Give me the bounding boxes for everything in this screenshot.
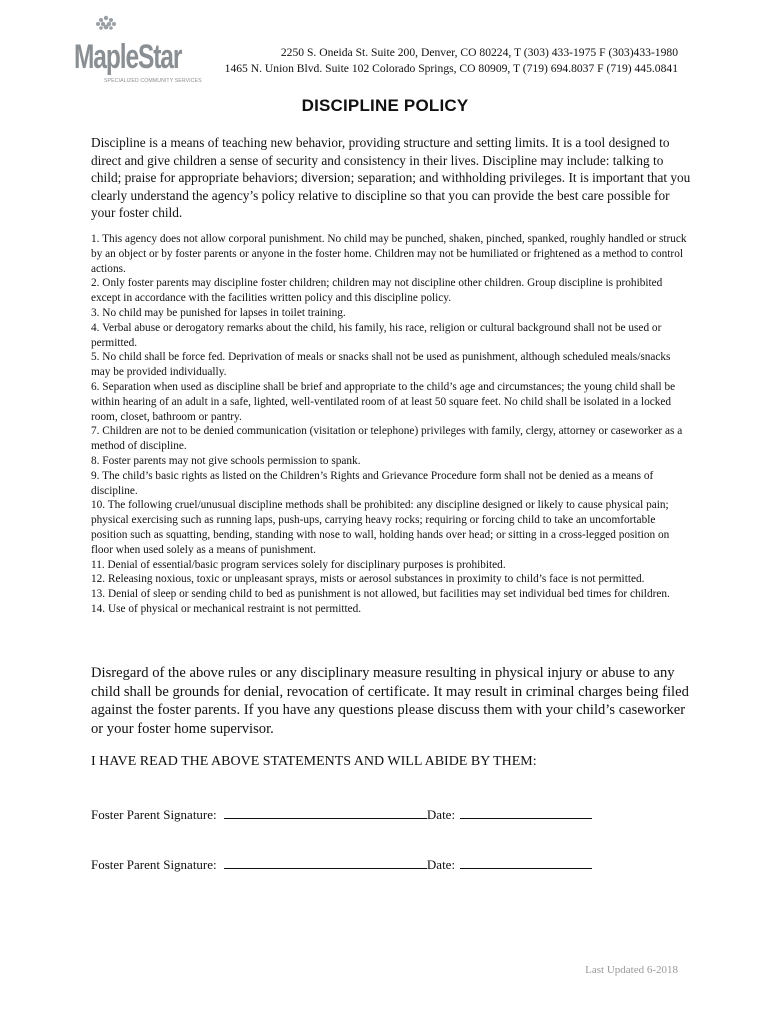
rule-item: 7. Children are not to be denied communication (visitation or telephone) privileges with family, clergy, attorney or caseworker as a method of discipline.: [91, 425, 683, 453]
rule-item: 1. This agency does not allow corporal punishment. No child may be punched, shaken, pinched, spanked, roughly handled or struck by an object or by foster parents or anyone in the foster home. Children may not be humiliated or frightened as a method to control actions.: [91, 233, 687, 275]
rule-item: 14. Use of physical or mechanical restraint is not permitted.: [91, 602, 362, 615]
signature-field[interactable]: [224, 856, 427, 869]
rule-item: 5. No child shall be force fed. Deprivation of meals or snacks shall not be used as punishment, although scheduled meals/snacks may be provided individually.: [91, 351, 671, 379]
rule-item: 10. The following cruel/unusual discipline methods shall be prohibited: any discipline designed or likely to cause physical pain; physical exercising such as running laps, push-ups, carrying heavy rocks; requiring or forcing child to take an uncomfortable position such as squatting, bending, standing with nose to wall, holding hands over head; or sitting in a cross-legged position on floor when used solely as a means of punishment.: [91, 499, 670, 556]
address-line-denver: 2250 S. Oneida St. Suite 200, Denver, CO 80224, T (303) 433-1975 F (303)433-1980: [280, 46, 678, 59]
signature-label: Foster Parent Signature:: [91, 807, 217, 822]
date-label: Date:: [426, 807, 456, 822]
acknowledgement-statement: I HAVE READ THE ABOVE STATEMENTS AND WILL ABIDE BY THEM:: [91, 754, 537, 769]
page-title: DISCIPLINE POLICY: [301, 96, 469, 115]
rule-item: 12. Releasing noxious, toxic or unpleasant sprays, mists or aerosol substances in proximity to child’s face is not permitted.: [91, 573, 645, 586]
signature-row-1: [91, 806, 592, 823]
signature-label: Foster Parent Signature:: [91, 857, 217, 872]
logo-wordmark: MapleStar: [74, 38, 182, 76]
rule-item: 4. Verbal abuse or derogatory remarks about the child, his family, his race, religion or cultural background shall not be used or permitted.: [91, 321, 662, 349]
rule-item: 3. No child may be punished for lapses in toilet training.: [91, 306, 346, 319]
intro-paragraph: Discipline is a means of teaching new behavior, providing structure and setting limits. It is a tool designed to direct and give children a sense of security and consistency in their lives. Discipline may include: talking to child; praise for appropriate behaviors; diversion; separation; and withholding privileges. It is important that you clearly understand the agency’s policy relative to discipline so that you can provide the best care possible for your foster child.: [91, 135, 691, 221]
rules-list: [91, 232, 691, 617]
date-label: Date:: [426, 857, 456, 872]
rule-item: 11. Denial of essential/basic program services solely for disciplinary purposes is prohibited.: [91, 558, 506, 571]
last-updated-footer: Last Updated 6-2018: [585, 964, 678, 976]
date-field[interactable]: [460, 856, 592, 869]
address-block: [225, 45, 678, 76]
rule-item: 9. The child’s basic rights as listed on the Children’s Rights and Grievance Procedure form shall not be denied as a means of discipline.: [91, 469, 654, 497]
rule-item: 2. Only foster parents may discipline foster children; children may not discipline other children. Group discipline is prohibited except in accordance with the facilities written policy and this discipline policy.: [91, 277, 663, 305]
date-field[interactable]: [460, 806, 592, 819]
rule-item: 8. Foster parents may not give schools permission to spank.: [91, 454, 361, 467]
maplestar-logo: [72, 14, 222, 84]
rule-item: 6. Separation when used as discipline shall be brief and appropriate to the child’s age and circumstances; the young child shall be within hearing of an adult in a safe, lighted, well-ventilated room of at least 50 square feet. No child shall be isolated in a locked room, closet, bathroom or pantry.: [91, 380, 676, 423]
rule-item: 13. Denial of sleep or sending child to bed as punishment is not allowed, but facilities may set individual bed times for children.: [91, 588, 670, 601]
signature-field[interactable]: [224, 806, 427, 819]
address-line-colorado-springs: 1465 N. Union Blvd. Suite 102 Colorado Springs, CO 80909, T (719) 694.8037 F (719) 445.0841: [224, 61, 678, 75]
closing-paragraph: Disregard of the above rules or any disciplinary measure resulting in physical injury or abuse to any child shall be grounds for denial, revocation of certificate. It may result in criminal charges being filed against the foster parents. If you have any questions please discuss them with your child’s caseworker or your foster home supervisor.: [91, 665, 689, 737]
signature-row-2: [91, 856, 592, 873]
logo-tagline: SPECIALIZED COMMUNITY SERVICES: [104, 78, 202, 84]
